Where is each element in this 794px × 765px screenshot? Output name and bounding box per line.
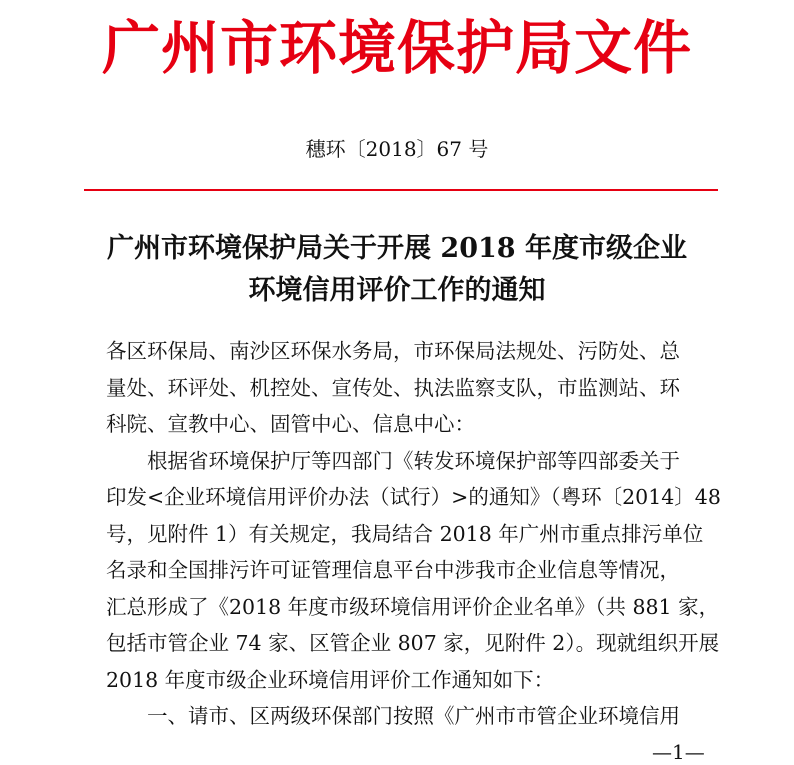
- body-line: 一、请市、区两级环保部门按照《广州市市管企业环境信用: [106, 704, 680, 728]
- notice-title-line-1: 广州市环境保护局关于开展 2018 年度市级企业: [107, 233, 687, 264]
- notice-title-line-2: 环境信用评价工作的通知: [248, 275, 546, 306]
- body-line: 包括市管企业 74 家、区管企业 807 家，见附件 2）。现就组织开展: [106, 631, 720, 655]
- body-text: [106, 333, 721, 735]
- body-line: 2018 年度市级企业环境信用评价工作通知如下：: [106, 667, 555, 692]
- body-line: 名录和全国排污许可证管理信息平台中涉我市企业信息等情况，: [106, 558, 680, 582]
- notice-title: [0, 228, 794, 312]
- body-line: 根据省环境保护厅等四部门《转发环境保护部等四部委关于: [106, 448, 680, 473]
- body-line: 量处、环评处、机控处、宣传处、执法监察支队，市监测站、环: [106, 375, 680, 400]
- red-divider-line: [84, 189, 718, 191]
- body-line: 科院、宣教中心、固管中心、信息中心：: [106, 412, 475, 436]
- body-line: 各区环保局、南沙区环保水务局，市环保局法规处、污防处、总: [106, 339, 680, 363]
- page-number: —1—: [652, 740, 705, 764]
- issuer-header-title: 广州市环境保护局文件: [101, 14, 692, 82]
- body-line: 号，见附件 1）有关规定，我局结合 2018 年广州市重点排污单位: [106, 521, 704, 546]
- body-line: 汇总形成了《2018 年度市级环境信用评价企业名单》（共 881 家，: [106, 594, 720, 619]
- document-number: 穗环〔2018〕67 号: [305, 137, 489, 161]
- body-line: 印发<企业环境信用评价办法（试行）>的通知》（粤环〔2014〕48: [106, 485, 721, 509]
